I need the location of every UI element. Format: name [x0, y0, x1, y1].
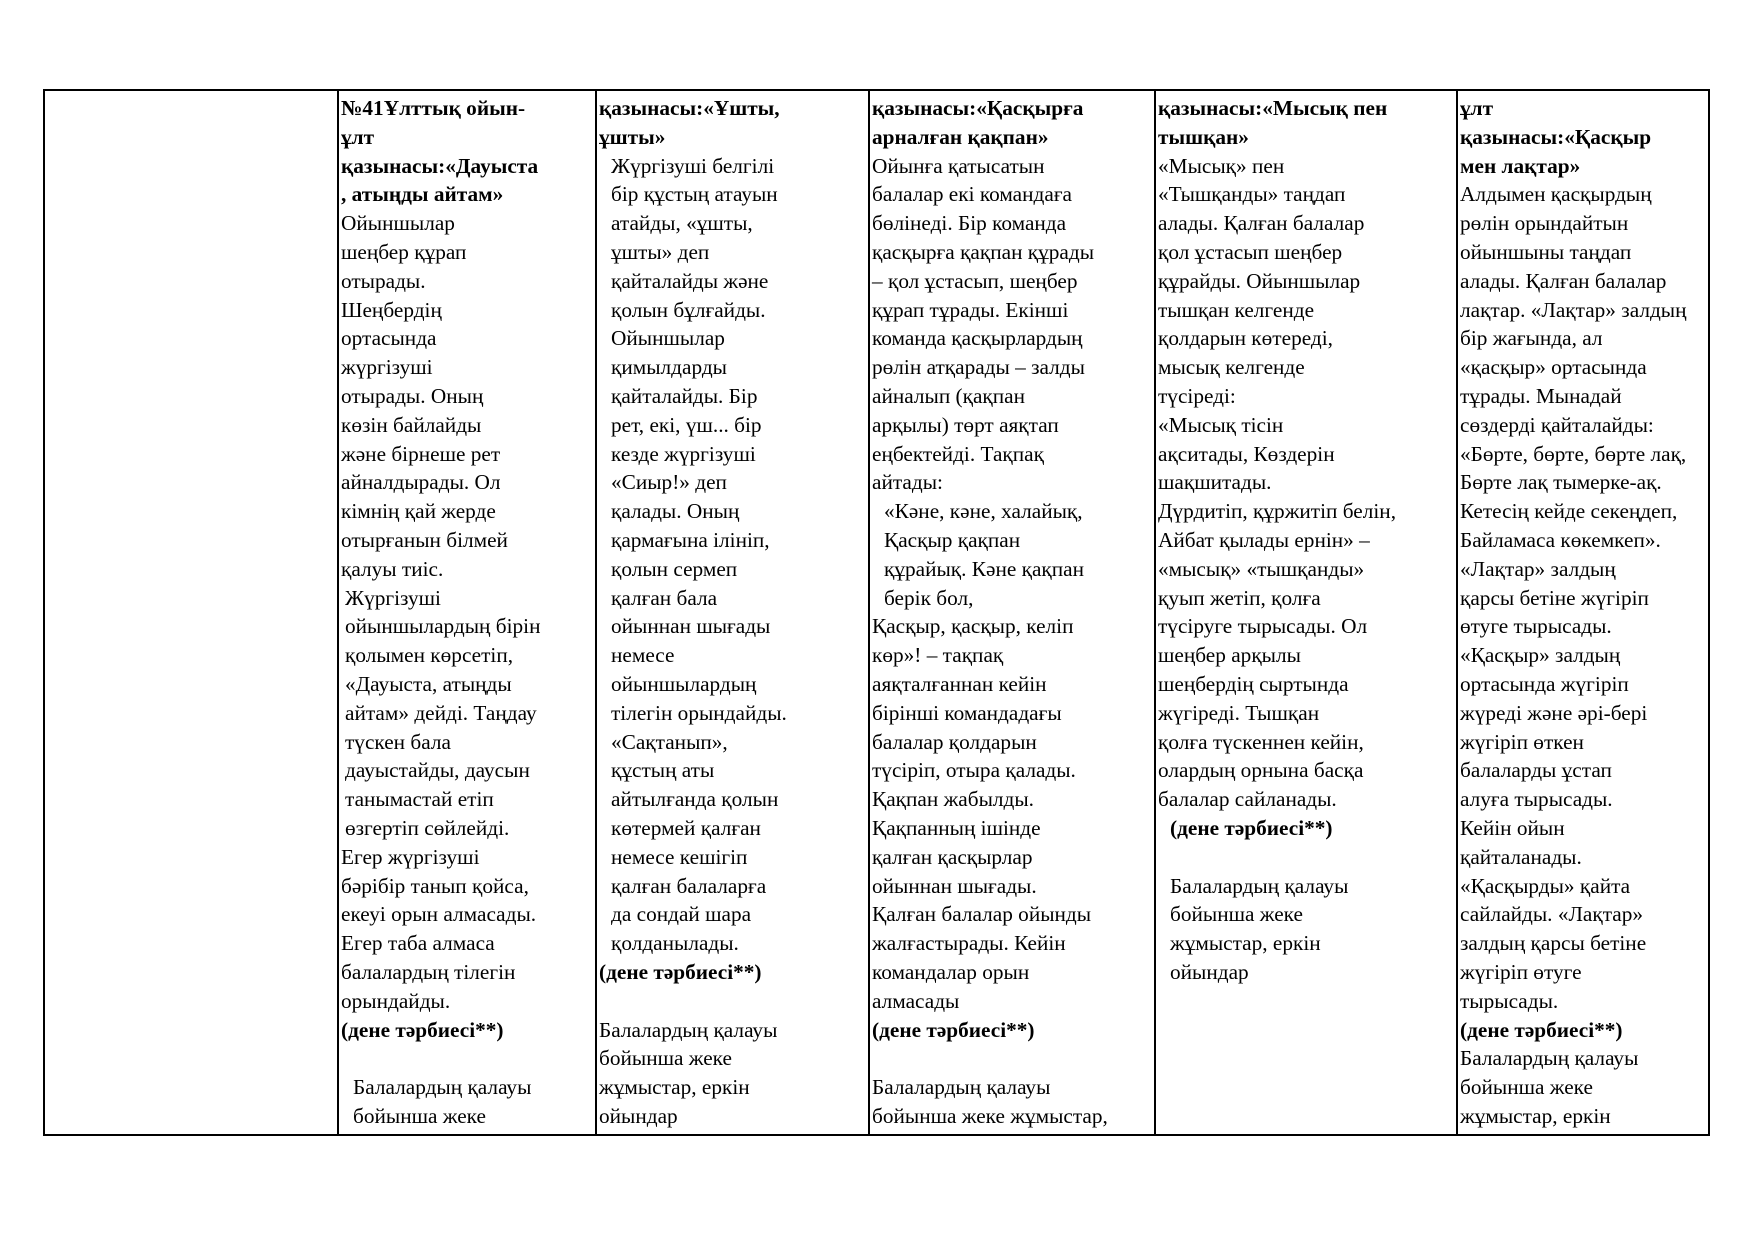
game-title: №41Ұлттық ойын- ұлт қазынасы:«Дауыста , атыңды айтам»	[341, 96, 539, 207]
game-title: қазынасы:«Мысық пен тышқан»	[1158, 96, 1388, 149]
subject-tag: (дене тәрбиесі**)	[341, 1017, 504, 1042]
table-row	[44, 90, 1709, 1135]
game-cell-daustа	[338, 90, 596, 1135]
game-title: қазынасы:«Ұшты, ұшты»	[599, 96, 780, 149]
game-cell-kaskyrga-kakpan	[869, 90, 1155, 1135]
game-description-indented: Жүргізуші ойыншылардың бірін қолымен көрсетіп, «Дауыста, атыңды айтам» дейді. Таңдау түскен бала дауыстайды, даусын танымастай етіп өзгертіп сөйлейді.	[345, 585, 541, 840]
subject-tag: (дене тәрбиесі**)	[599, 959, 762, 984]
game-description-end: Егер жүргізуші бәрібір танып қойса, екеуі орын алмасады. Егер таба алмаса балалардың тілегін орындайды.	[341, 844, 537, 1013]
game-description-indented: Жүргізуші белгілі бір құстың атауын атайды, «ұшты, ұшты» деп қайталайды және қолын бұлғайды. Ойыншылар қимылдарды қайталайды. Бір рет, екі, үш... бір кезде жүргізуші «Сиыр!» деп қалады. Оның қармағына ілініп, қолын сермеп қалған бала ойыннан шығады немесе ойыншылардың тілегін орындайды. «Сақтанып», құстың аты айтылғанда қолын көтермей қалған немесе кешігіп қалған балаларға да сондай шара қолданылады.	[611, 153, 787, 956]
game-cell-kaskyr-men-laktar	[1457, 90, 1709, 1135]
game-description: Ойыншылар шеңбер құрап отырады. Шеңбердің ортасында жүргізуші отырады. Оның көзін байлайды және бірнеше рет айналдырады. Ол кімнің қай жерде отырғанын білмей қалуы тиіс.	[341, 211, 508, 581]
individual-work-note: Балалардың қалауы бойынша жеке жұмыстар, еркін ойындар	[1170, 873, 1349, 984]
subject-tag: (дене тәрбиесі**)	[1460, 1017, 1623, 1042]
individual-work-note: Балалардың қалауы бойынша жеке жұмыстар, еркін	[1460, 1046, 1639, 1128]
game-description: Ойынға қатысатын балалар екі командаға бөлінеді. Бір команда қасқырға қақпан құрады – қол ұстасып, шеңбер құрап тұрады. Екінші команда қасқырлардың рөлін атқарады – залды айналып (қақпан арқылы) төрт аяқтап еңбектейді. Тақпақ айтады:	[872, 153, 1095, 495]
game-title: ұлт қазынасы:«Қасқыр мен лақтар»	[1460, 96, 1652, 178]
subject-tag: (дене тәрбиесі**)	[872, 1017, 1035, 1042]
game-cell-mysyk-pen-tyshkan	[1155, 90, 1457, 1135]
game-cell-ushty	[596, 90, 869, 1135]
game-description-end: Қасқыр, қасқыр, келіп көр»! – тақпақ аяқталғаннан кейін бірінші командадағы балалар қолдарын түсіріп, отыра қалады. Қақпан жабылды. Қақпанның ішінде қалған қасқырлар ойыннан шығады. Қалған балалар ойынды жалғастырады. Кейін командалар орын алмасады	[872, 614, 1092, 1013]
subject-tag: (дене тәрбиесі**)	[1170, 815, 1333, 840]
game-title: қазынасы:«Қасқырға арналған қақпан»	[872, 96, 1084, 149]
activity-plan-table	[43, 89, 1710, 1136]
game-description: Алдымен қасқырдың рөлін орындайтын ойыншыны таңдап алады. Қалған балалар лақтар. «Лақтар» залдың бір жағында, ал «қасқыр» ортасында тұрады. Мынадай сөздерді қайталайды: «Бөрте, бөрте, бөрте лақ, Бөрте лақ тымерке-ақ. Кетесің кейде секеңдеп, Байламаса көкемкеп». «Лақтар» залдың қарсы бетіне жүгіріп өтуге тырысады. «Қасқыр» залдың ортасында жүгіріп жүреді және әрі-бері жүгіріп өткен балаларды ұстап алуға тырысады. Кейін ойын қайталанады. «Қасқырды» қайта сайлайды. «Лақтар» залдың қарсы бетіне жүгіріп өтуге тырысады.	[1460, 182, 1687, 1013]
individual-work-note: Балалардың қалауы бойынша жеке жұмыстар,	[872, 1075, 1108, 1128]
individual-work-note: Балалардың қалауы бойынша жеке жұмыстар, еркін ойындар	[599, 1017, 778, 1128]
empty-label-cell	[44, 90, 338, 1135]
individual-work-note: Балалардың қалауы бойынша жеке	[353, 1075, 532, 1128]
rhyme-text: «Кәне, кәне, халайық, Қасқыр қақпан құрайық. Кәне қақпан берік бол,	[884, 499, 1085, 610]
game-description: «Мысық» пен «Тышқанды» таңдап алады. Қалған балалар қол ұстасып шеңбер құрайды. Ойыншылар тышқан келгенде қолдарын көтереді, мысық келгенде түсіреді: «Мысық тісін ақситады, Көздерін шақшитады. Дүрдитіп, құржитіп белін, Айбат қылады ернін» – «мысық» «тышқанды» қуып жетіп, қолға түсіруге тырысады. Ол шеңбер арқылы шеңбердің сыртында жүгіреді. Тышқан қолға түскеннен кейін, олардың орнына басқа балалар сайланады.	[1158, 153, 1397, 812]
